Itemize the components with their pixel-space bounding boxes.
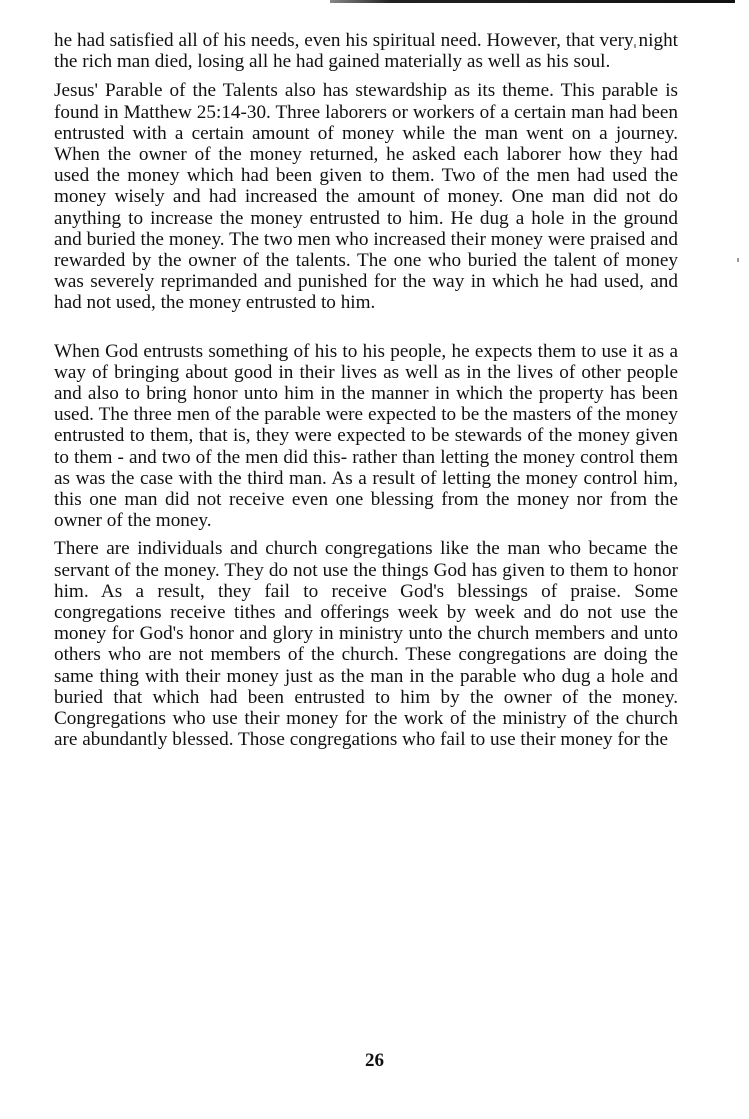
paragraph: Jesus' Parable of the Talents also has stewardship as its theme. This parable is found in Matthew 25:14-30. Three laborers or workers of a certain man had been entrusted with a certain amount of money while the man went on a journey. When the owner of the money returned, he asked each laborer how they had used the money which had been given to them. Two of the men had used the money wisely and had increased the amount of money. One man did not do anything to increase the money entrusted to him. He dug a hole in the ground and buried the money. The two men who increased their money were praised and rewarded by the owner of the talents. The one who buried the talent of money was severely reprimanded and punished for the way in which he had used, and had not used, the money entrusted to him. xyxy=(54,80,678,314)
paragraph: When God entrusts something of his to his people, he expects them to use it as a way of bringing about good in their lives as well as in the lives of other people and also to bring honor unto him in the manner in which the property has been used. The three men of the parable were expected to be the masters of the money entrusted to them, that is, they were expected to be stewards of the money given to them - and two of the men did this- rather than letting the money control them as was the case with the third man. As a result of letting the money control him, this one man did not receive even one blessing from the money nor from the owner of the money. xyxy=(54,340,678,532)
top-border-rule xyxy=(330,0,735,3)
scan-speck xyxy=(737,258,739,262)
paragraph: There are individuals and church congregations like the man who became the servant of the money. They do not use the things God has given to them to honor him. As a result, they fail to receive God's blessings of praise. Some congregations receive tithes and offerings week by week and do not use the money for God's honor and glory in ministry unto the church members and unto others who are not members of the church. These congregations are doing the same thing with their money just as the man in the parable who dug a hole and buried that which had been entrusted to him by the owner of the money. Congregations who use their money for the work of the ministry of the church are abundantly blessed. Those congregations who fail to use their money for the xyxy=(54,538,678,751)
paragraph: he had satisfied all of his needs, even his spiritual need. However, that very night the rich man died, losing all he had gained materially as well as his soul. xyxy=(54,30,678,73)
page-body xyxy=(54,30,678,751)
page-number: 26 xyxy=(365,1050,384,1071)
